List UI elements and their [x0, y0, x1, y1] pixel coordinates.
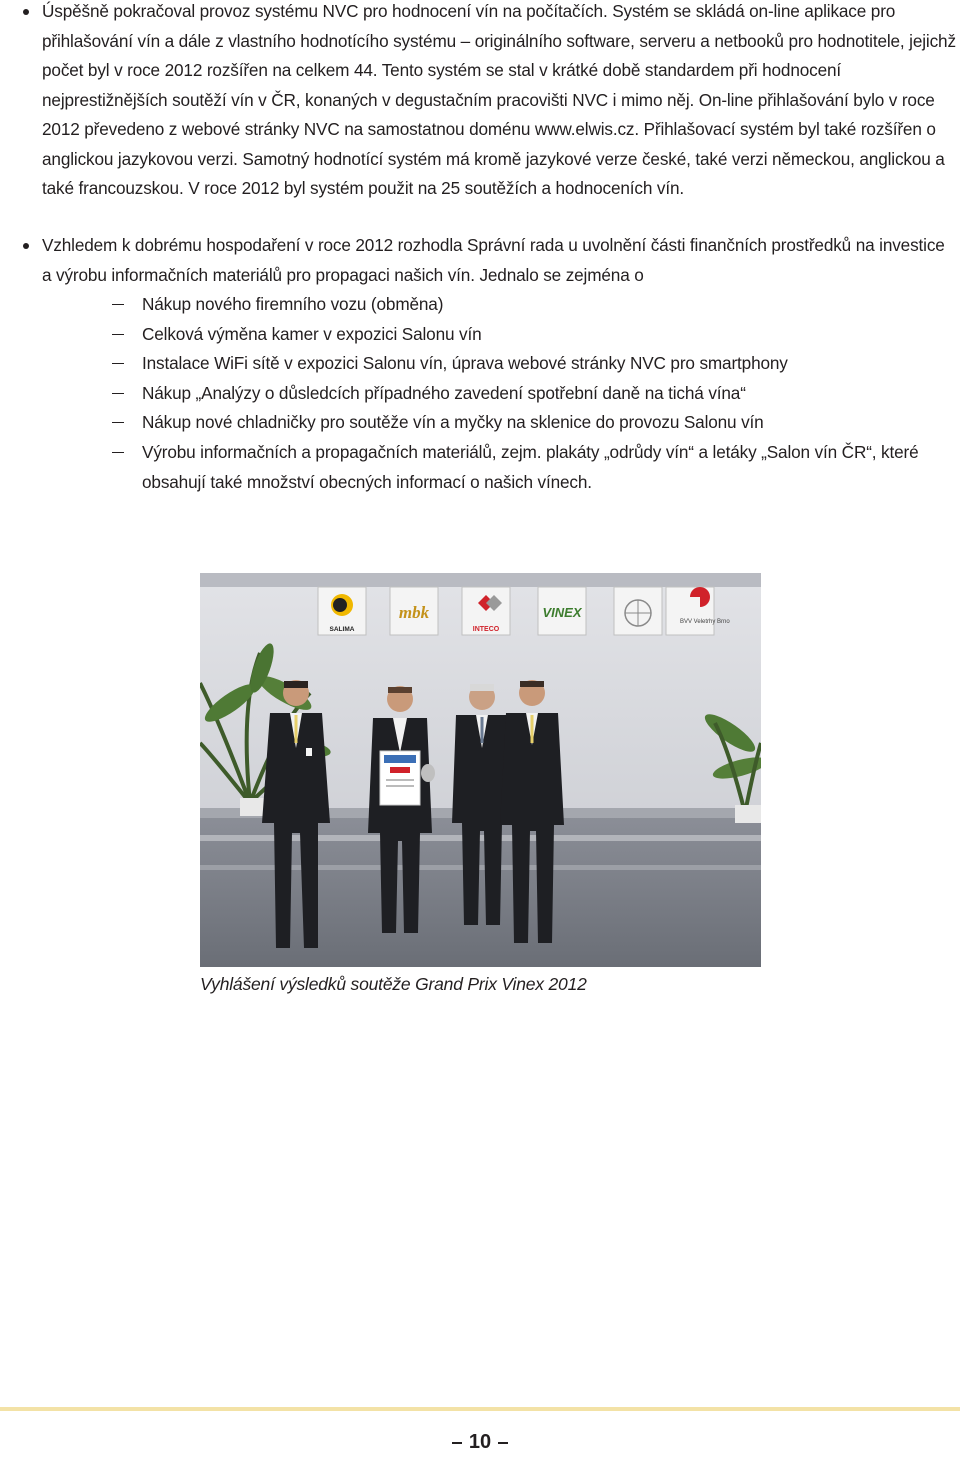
sponsor-logo-label: INTECO — [472, 626, 500, 633]
list-item-text: Výrobu informačních a propagačních materiálů, zejm. plakáty „odrůdy vín“ a letáky „Salon vín ČR“, které obsahují také množství obecných informací o našich vínech. — [142, 442, 919, 492]
award-ceremony-photo — [200, 573, 761, 967]
dash-icon — [112, 363, 124, 364]
dash-icon — [112, 452, 124, 453]
dash-icon — [112, 304, 124, 305]
list-item — [142, 408, 952, 438]
list-item-text: Nákup „Analýzy o důsledcích případného zavedení spotřební daně na tichá vína“ — [142, 383, 746, 403]
dash-icon — [112, 334, 124, 335]
list-item — [142, 290, 952, 320]
list-item-text: Instalace WiFi sítě v expozici Salonu vín, úprava webové stránky NVC pro smartphony — [142, 353, 788, 373]
list-item-text: Celková výměna kamer v expozici Salonu vín — [142, 324, 482, 344]
bullet-text: Vzhledem k dobrému hospodaření v roce 2012 rozhodla Správní rada u uvolnění části finančních prostředků na investice a výrobu informačních materiálů pro propagaci našich vín. Jednalo se zejména o — [42, 235, 945, 285]
list-item-text: Nákup nového firemního vozu (obměna) — [142, 294, 444, 314]
dash-icon — [112, 422, 124, 423]
sponsor-logo — [614, 587, 662, 635]
dash-icon — [112, 393, 124, 394]
dash-icon — [452, 1442, 462, 1444]
sponsor-logo-label: VINEX — [542, 605, 582, 620]
bullet-icon — [23, 243, 29, 249]
sponsor-logo — [538, 587, 586, 635]
sponsor-logo — [390, 587, 438, 635]
list-item — [142, 349, 952, 379]
photo-caption: Vyhlášení výsledků soutěže Grand Prix Vinex 2012 — [200, 974, 587, 994]
list-item — [142, 320, 952, 350]
bullet-paragraph — [42, 231, 958, 290]
page-number — [0, 1431, 960, 1454]
bullet-icon — [23, 9, 29, 15]
sponsor-logo-label: BVV Veletrhy Brno — [680, 619, 730, 625]
sponsor-logo-label: mbk — [398, 603, 430, 622]
bullet-text: Úspěšně pokračoval provoz systému NVC pro hodnocení vín na počítačích. Systém se skládá on-line aplikace pro přihlašování vín a dále z vlastního hodnotícího systému – originálního software, serveru a netbooků pro hodnotitele, jejichž počet byl v roce 2012 rozšířen na celkem 44. Tento systém se stal v krátké době standardem při hodnocení nejprestižnějších soutěží vín v ČR, konaných v degustačním pracovišti NVC i mimo něj. On-line přihlašování bylo v roce 2012 převedeno z webové stránky NVC na samostatnou doménu www.elwis.cz. Přihlašovací systém byl také rozšířen o anglickou jazykovou verzi. Samotný hodnotící systém má kromě jazykové verze české, také verzi německou, anglickou a také francouzskou. V roce 2012 byl systém použit na 25 soutěžích a hodnoceních vín. — [42, 1, 956, 198]
dash-icon — [498, 1442, 508, 1444]
sponsor-logo-label: SALIMA — [329, 626, 355, 633]
photo-illustration — [200, 573, 761, 967]
list-item — [142, 438, 952, 497]
bullet-paragraph — [42, 0, 958, 204]
footer-divider — [0, 1407, 960, 1411]
list-item-text: Nákup nové chladničky pro soutěže vín a myčky na sklenice do provozu Salonu vín — [142, 412, 764, 432]
sponsor-logo — [462, 587, 510, 635]
list-item — [142, 379, 952, 409]
sponsor-logo — [318, 587, 366, 635]
page-number-text: 10 — [468, 1431, 492, 1453]
